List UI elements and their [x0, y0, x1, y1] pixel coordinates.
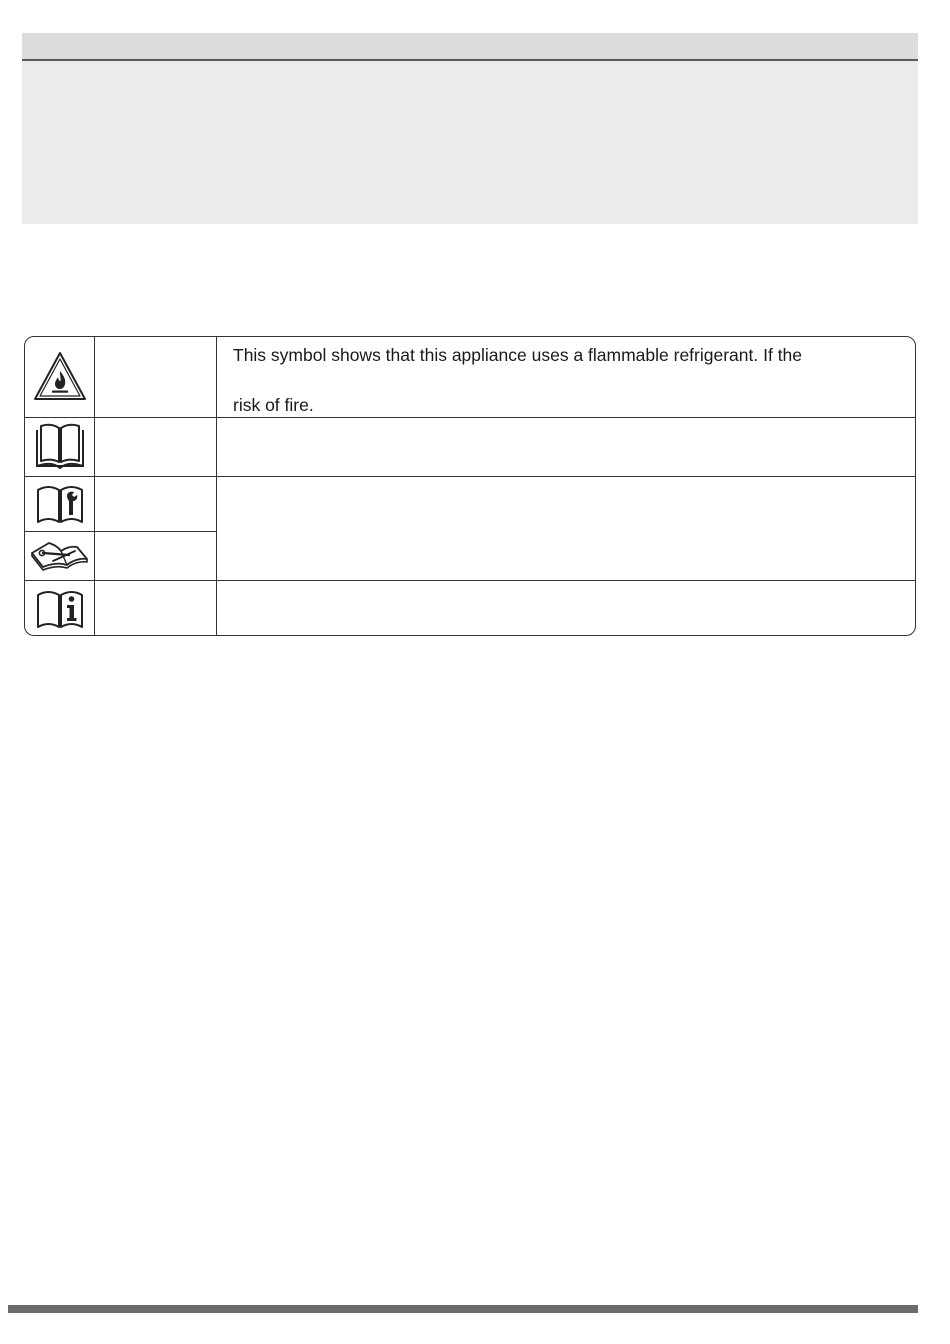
symbols-table [24, 336, 916, 636]
row-divider [25, 476, 915, 477]
flammable-warning-icon [25, 337, 95, 417]
information-manual-icon [25, 580, 95, 636]
row-divider [25, 580, 915, 581]
footer-bar [8, 1305, 918, 1313]
header-panel [22, 61, 918, 224]
row-divider [25, 417, 915, 418]
flammable-description-line1: This symbol shows that this appliance uses a flammable refrigerant. If the [233, 345, 803, 365]
column-divider-label [216, 337, 217, 635]
header-band [22, 33, 918, 61]
technical-manual-icon [25, 531, 95, 580]
service-manual-icon [25, 476, 95, 531]
flammable-description-line2: risk of fire. [233, 395, 314, 415]
operator-manual-icon [25, 417, 95, 476]
